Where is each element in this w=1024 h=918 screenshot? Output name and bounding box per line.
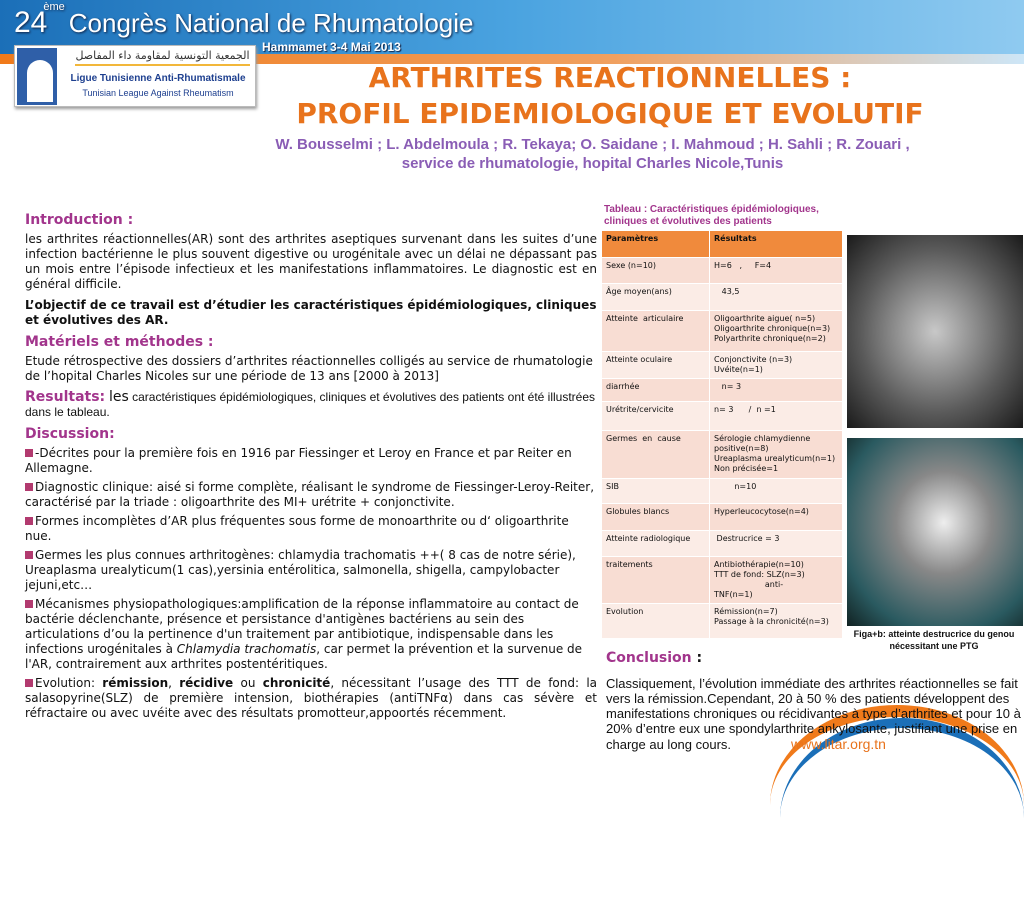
result-cell: Rémission(n=7) Passage à la chronicité(n=3) [710, 604, 843, 639]
result-cell: 43,5 [710, 284, 843, 311]
intro-text: les arthrites réactionnelles(AR) sont des arthrites aseptiques survenant dans les suites d’une infection bactérienne le plus souvent digestive ou urogénitale avec un délai ne dépassant pas un mois entre l’épisode infectieux et les manifestations inflammatoires. Le diagnostic est en général difficile. [25, 232, 597, 291]
place-date: Hammamet 3-4 Mai 2013 [262, 40, 401, 54]
table-row [602, 479, 843, 504]
bullet-icon [25, 551, 33, 559]
parameter-cell: traitements [602, 557, 710, 604]
bullet-icon [25, 449, 33, 457]
table-row [602, 284, 843, 311]
bullet-icon [25, 517, 33, 525]
result-cell: Antibiothérapie(n=10) TTT de fond: SLZ(n=3) anti- TNF(n=1) [710, 557, 843, 604]
table-row [602, 379, 843, 402]
discussion-item-text: -Décrites pour la première fois en 1916 par Fiessinger et Leroy en France et par Reiter en Allemagne. [25, 446, 572, 475]
parameter-cell: Sexe (n=10) [602, 258, 710, 284]
parameter-cell: Atteinte oculaire [602, 352, 710, 379]
methods-heading: Matériels et méthodes : [25, 334, 214, 350]
objective-text: L’objectif de ce travail est d’étudier les caractéristiques épidémiologiques, cliniques et évolutives des AR. [25, 298, 597, 327]
parameter-cell: Urétrite/cervicite [602, 402, 710, 431]
table-caption: Tableau : Caractéristiques épidémiologiques, cliniques et évolutives des patients [604, 204, 819, 227]
conclusion-text: Classiquement, l’évolution immédiate des arthrites réactionnelles se fait vers la rémission.Cependant, 20 à 50 % des patients développent des manifestations chroniques ou récidivantes à type d’arthrites et pour 10 à 20% d’entre eux une spondylarthrite ankylosante, justifiant une prise en charge au long cours. [606, 676, 1021, 752]
result-cell: n= 3 / n =1 [710, 402, 843, 431]
result-cell: n= 3 [710, 379, 843, 402]
conclusion-heading-text: Conclusion [606, 650, 692, 666]
knee-xray-a [847, 235, 1023, 428]
bullet-icon [25, 600, 33, 608]
bullet-icon [25, 679, 33, 687]
results-body: caractéristiques épidémiologiques, cliniques et évolutives des patients ont été illustrées dans le tableau. [25, 390, 596, 419]
result-cell: n=10 [710, 479, 843, 504]
evo-text: Evolution: [35, 676, 103, 690]
left-column [25, 212, 597, 721]
result-cell: Destrucrice = 3 [710, 531, 843, 557]
table-row [602, 352, 843, 379]
evo-text: ou [233, 676, 263, 690]
parameter-cell: Atteinte articulaire [602, 311, 710, 352]
table-row [602, 402, 843, 431]
parameter-cell: SIB [602, 479, 710, 504]
discussion-item [25, 480, 597, 510]
discussion-item-text: Germes les plus connues arthritogènes: chlamydia trachomatis ++( 8 cas de notre série), Ureaplasma urealyticum(1 cas),yersinia entérolitica, salmonella, shigella, campylobacter jejuni,etc… [25, 548, 576, 592]
result-cell: H=6 , F=4 [710, 258, 843, 284]
discussion-list [25, 446, 597, 721]
logo-french: Ligue Tunisienne Anti-Rhumatismale [70, 73, 246, 84]
table-row [602, 604, 843, 639]
discussion-item [25, 548, 597, 593]
results-table [601, 230, 843, 639]
table-row [602, 311, 843, 352]
table-row [602, 431, 843, 479]
authors-line: W. Bousselmi ; L. Abdelmoula ; R. Tekaya; O. Saidane ; I. Mahmoud ; H. Sahli ; R. Zouari , [275, 136, 910, 153]
parameter-cell: Atteinte radiologique [602, 531, 710, 557]
parameter-cell: Germes en cause [602, 431, 710, 479]
discussion-item-text: Formes incomplètes d’AR plus fréquentes sous forme de monoarthrite ou d‘ oligoarthrite nue. [25, 514, 569, 543]
result-cell: Hyperleucocytose(n=4) [710, 504, 843, 531]
poster-title [200, 60, 1020, 132]
discussion-item [25, 597, 597, 672]
bullet-icon [25, 483, 33, 491]
table-header-row [602, 231, 843, 258]
logo-english: Tunisian League Against Rheumatism [82, 88, 234, 98]
evo-bold: chronicité [262, 676, 331, 690]
parameter-cell: Evolution [602, 604, 710, 639]
parameter-cell: Globules blancs [602, 504, 710, 531]
intro-heading: Introduction : [25, 212, 134, 228]
mechanism-italic: Chlamydia trachomatis [176, 642, 317, 656]
results-text [25, 390, 597, 420]
conclusion-colon: : [691, 650, 703, 666]
methods-text: Etude rétrospective des dossiers d’arthrites réactionnelles colligés au service de rhumatologie de l’hopital Charles Nicoles sur une période de 13 ans [2000 à 2013] [25, 354, 593, 383]
figure-caption: Figa+b: atteinte destrucrice du genou nécessitant une PTG [853, 629, 1015, 651]
discussion-item-text: Diagnostic clinique: aisé si forme complète, réalisant le syndrome de Fiessinger-Leroy-Reiter, caractérisé par la triade : oligoarthrite des MI+ urétrite + conjonctivite. [25, 480, 595, 509]
affiliation: service de rhumatologie, hopital Charles Nicole,Tunis [401, 155, 784, 172]
evo-text: , nécessitant l’usage des TTT de fond: la salasopyrine(SLZ) de première intension, biothérapies (antiTNFα) dans cas sévère et réfractaire ou avec uvéite avec des résultats promotteur,appoortés récemment. [25, 676, 598, 720]
discussion-heading: Discussion: [25, 426, 115, 442]
result-cell: Sérologie chlamydienne positive(n=8) Ureaplasma urealyticum(n=1) Non précisée=1 [710, 431, 843, 479]
header-cell: Résultats [710, 231, 843, 258]
edition-suffix: ème [43, 1, 65, 14]
result-cell: Oligoarthrite aigue( n=5) Oligoarthrite chronique(n=3) Polyarthrite chronique(n=2) [710, 311, 843, 352]
table-row [602, 504, 843, 531]
results-lead: les [108, 389, 129, 405]
result-cell: Conjonctivite (n=3) Uvéite(n=1) [710, 352, 843, 379]
evo-bold: récidive [179, 676, 234, 690]
discussion-item [25, 514, 597, 544]
evo-text: , [168, 676, 180, 690]
authors [165, 135, 1020, 173]
discussion-item [25, 446, 597, 476]
table-row [602, 557, 843, 604]
evo-bold: rémission [102, 676, 169, 690]
door-emblem-icon [17, 48, 57, 105]
header-cell: Paramètres [602, 231, 710, 258]
mechanism-text: Mécanismes physiopathologiques:amplification de la réponse inflammatoire au contact de bactérie déclenchante, présence et persistance d'antigènes bactériens au sein des articulations d’ou la pertinence d'un traitement par antibiotique, indispensable dans les infections urogénitales à [25, 597, 579, 656]
title-line-2: PROFIL EPIDEMIOLOGIQUE ET EVOLUTIF [296, 97, 924, 130]
logo-arabic: الجمعية التونسية لمقاومة داء المفاصل [75, 49, 250, 66]
discussion-item [25, 676, 597, 721]
mechanism-text-end: , car permet la prévention et la survenue de l'AR, contrairement aux arthrites postentéritiques. [25, 642, 583, 671]
table-row [602, 258, 843, 284]
knee-xray-b [847, 438, 1023, 626]
congress-title [14, 1, 474, 40]
parameter-cell: diarrhée [602, 379, 710, 402]
results-heading: Resultats: [25, 389, 106, 405]
congress-name: Congrès National de Rhumatologie [68, 8, 474, 38]
title-line-1: ARTHRITES REACTIONNELLES : [368, 61, 852, 94]
footer-url: www.litar.org.tn [791, 736, 886, 752]
conclusion-heading [606, 650, 702, 666]
parameter-cell: Âge moyen(ans) [602, 284, 710, 311]
edition-number: 24 [14, 6, 48, 39]
table-row [602, 531, 843, 557]
conclusion-block [606, 676, 1021, 752]
